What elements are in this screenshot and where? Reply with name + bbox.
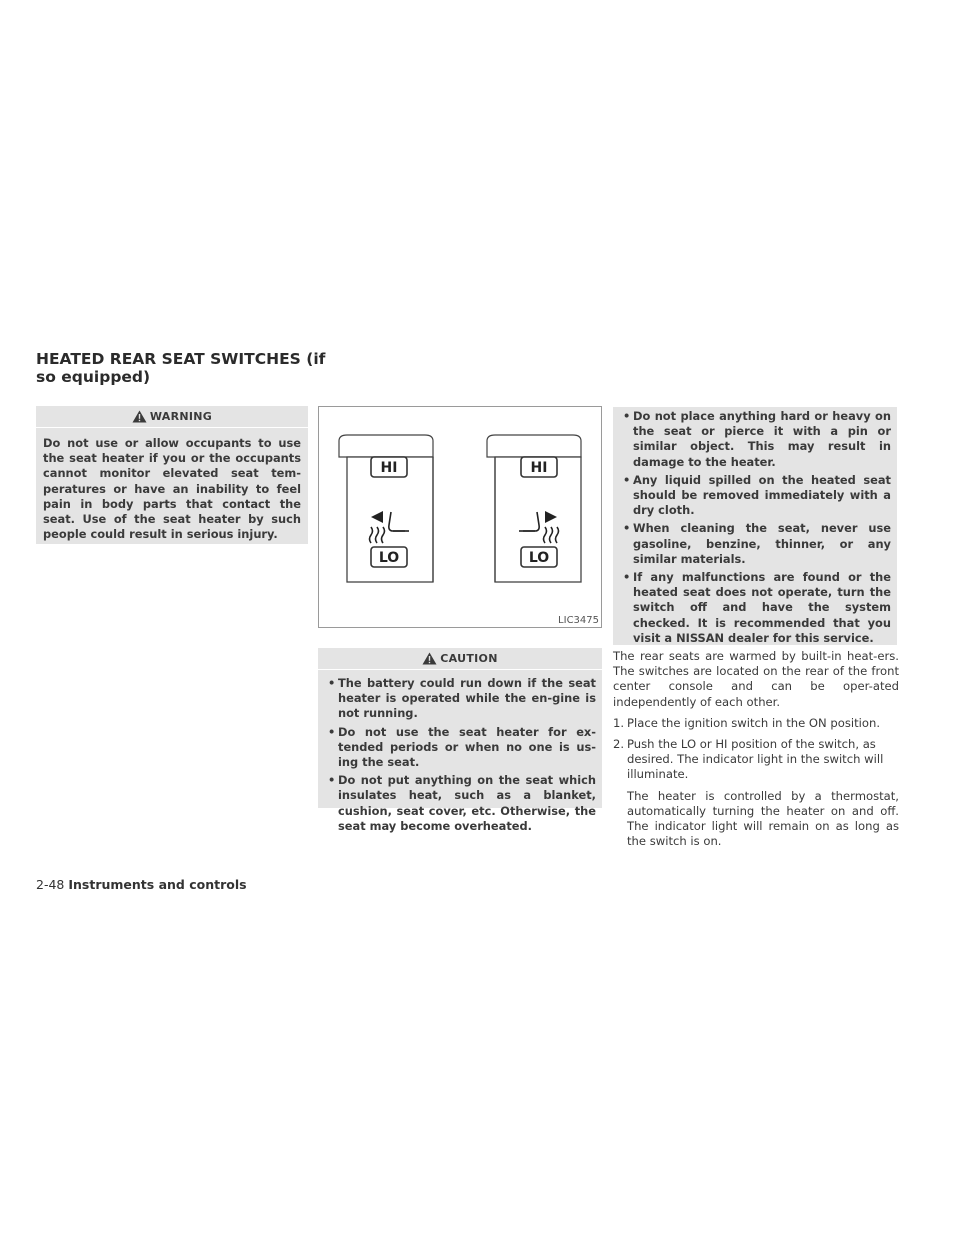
body-text: [613, 649, 899, 855]
left-hi-label: HI: [380, 460, 398, 476]
warning-label: WARNING: [149, 410, 213, 423]
list-item: • The battery could run down if the seat heater is operated while the en-gine is not running.: [328, 676, 596, 721]
caution-box: [318, 648, 602, 833]
step-detail: The heater is controlled by a thermostat, automatically turning the heater on and off. The indicator light will remain on as long as the switch is on.: [627, 788, 899, 849]
right-switch: [487, 435, 581, 582]
right-hi-label: HI: [530, 460, 548, 476]
caution-icon: [422, 652, 437, 665]
intro-paragraph: The rear seats are warmed by built-in heat-ers. The switches are located on the rear of the front center console and can be oper-ated independently of each other.: [613, 649, 899, 709]
list-item: • Any liquid spilled on the heated seat should be removed immediately with a dry cloth.: [623, 472, 891, 518]
list-item: • When cleaning the seat, never use gasoline, benzine, thinner, or any similar materials.: [623, 521, 891, 566]
page-footer: [36, 877, 247, 892]
right-lo-label: LO: [528, 550, 550, 566]
warning-icon: [132, 410, 147, 423]
caution-continued-list: [613, 407, 897, 646]
chapter-title: Instruments and controls: [68, 877, 247, 892]
list-item: • If any malfunctions are found or the heated seat does not operate, turn the switch off and have the system checked. It is recommended that you visit a NISSAN dealer for this service.: [623, 570, 891, 645]
figure-code: LIC3475: [558, 615, 599, 626]
seat-heater-switch-figure: [318, 406, 602, 628]
caution-list: [318, 670, 602, 834]
list-item: • Do not place anything hard or heavy on the seat or pierce it with a pin or similar object. This may result in damage to the heater.: [623, 409, 891, 469]
list-item: • Do not put anything on the seat which insulates heat, such as a blanket, cushion, seat cover, etc. Otherwise, the seat may become overheated.: [328, 773, 596, 833]
left-lo-label: LO: [378, 550, 400, 566]
caution-label: CAUTION: [440, 652, 498, 665]
switch-illustration: [319, 407, 601, 627]
step-item: 2. Push the LO or HI position of the switch, as desired. The indicator light in the switch will illuminate.: [613, 737, 884, 782]
warning-box: [36, 406, 308, 544]
warning-header: [36, 406, 308, 428]
caution-continued-box: [613, 407, 897, 645]
warning-text: Do not use or allow occupants to use the seat heater if you or the occupants cannot monitor elevated seat tem-peratures or have an inability to feel pain in body parts that contact the seat. Use of the seat heater by such people could result in serious injury.: [43, 436, 301, 542]
caution-header: [318, 648, 602, 670]
section-title: HEATED REAR SEAT SWITCHES (if so equipped): [36, 350, 326, 386]
step-item: 1. Place the ignition switch in the ON position.: [613, 715, 881, 730]
list-item: • Do not use the seat heater for ex-tended periods or when no one is us-ing the seat.: [328, 724, 596, 770]
page-number: 2-48: [36, 877, 65, 892]
left-switch: [339, 435, 433, 582]
